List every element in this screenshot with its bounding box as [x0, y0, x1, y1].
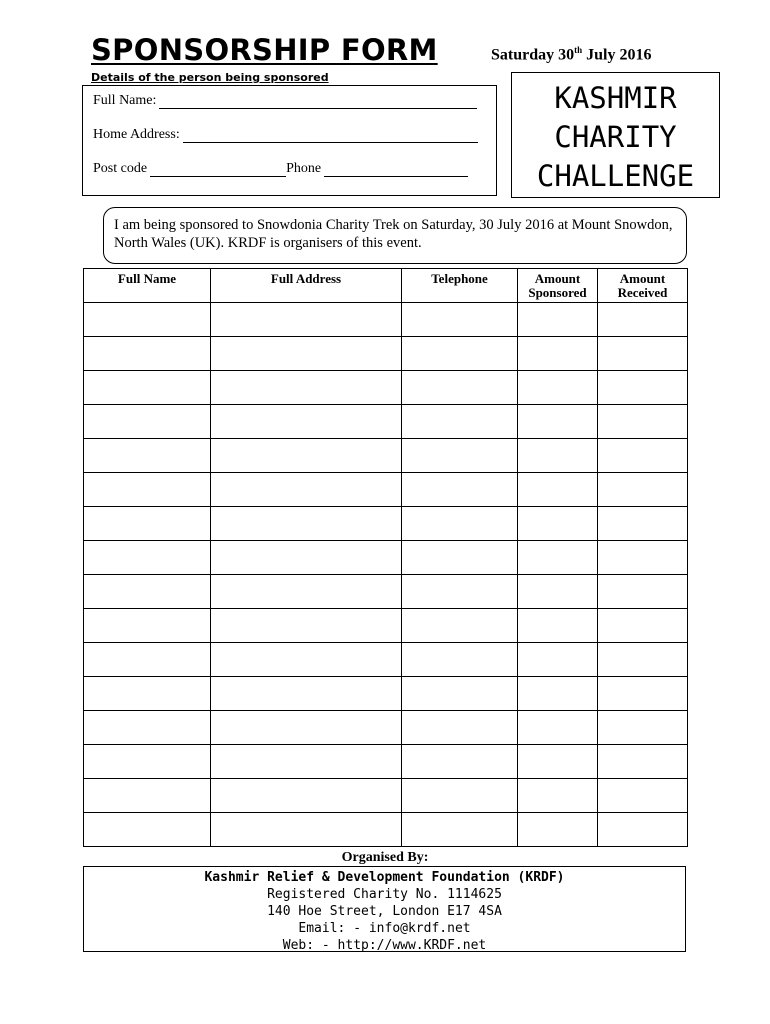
header-full-address: Full Address — [211, 269, 402, 303]
postcode-label: Post code — [93, 161, 148, 176]
sponsor-address-cell[interactable] — [211, 473, 402, 507]
sponsor-amount-received-cell[interactable] — [598, 439, 688, 473]
full-name-line[interactable] — [159, 96, 477, 109]
sponsor-address-cell[interactable] — [211, 303, 402, 337]
sponsor-amount-received-cell[interactable] — [598, 371, 688, 405]
table-row — [84, 575, 688, 609]
sponsor-name-cell[interactable] — [84, 371, 211, 405]
table-row — [84, 643, 688, 677]
sponsor-amount-sponsored-cell[interactable] — [518, 371, 598, 405]
sponsor-telephone-cell[interactable] — [402, 405, 518, 439]
sponsor-name-cell[interactable] — [84, 473, 211, 507]
organiser-details — [83, 866, 686, 952]
sponsored-person-heading: Details of the person being sponsored — [91, 71, 329, 84]
header-full-name: Full Name — [84, 269, 211, 303]
sponsorship-notice: I am being sponsored to Snowdonia Charity Trek on Saturday, 30 July 2016 at Mount Snowdon, North Wales (UK). KRDF is organisers of this event. — [103, 207, 687, 264]
sponsor-amount-received-cell[interactable] — [598, 303, 688, 337]
sponsor-name-cell[interactable] — [84, 337, 211, 371]
event-title-box — [511, 72, 720, 198]
postcode-phone-field[interactable] — [93, 161, 468, 177]
sponsor-address-cell[interactable] — [211, 643, 402, 677]
sponsor-amount-sponsored-cell[interactable] — [518, 473, 598, 507]
sponsor-name-cell[interactable] — [84, 575, 211, 609]
event-date-ordinal: th — [574, 45, 583, 55]
sponsor-address-cell[interactable] — [211, 745, 402, 779]
event-title-line-3: CHALLENGE — [536, 159, 695, 193]
sponsor-name-cell[interactable] — [84, 745, 211, 779]
sponsor-amount-sponsored-cell[interactable] — [518, 575, 598, 609]
sponsor-amount-sponsored-cell[interactable] — [518, 813, 598, 847]
table-row — [84, 371, 688, 405]
sponsor-telephone-cell[interactable] — [402, 609, 518, 643]
table-row — [84, 745, 688, 779]
sponsor-amount-sponsored-cell[interactable] — [518, 745, 598, 779]
sponsor-amount-received-cell[interactable] — [598, 609, 688, 643]
postcode-line[interactable] — [150, 164, 286, 177]
table-row — [84, 405, 688, 439]
sponsor-address-cell[interactable] — [211, 541, 402, 575]
home-address-field[interactable] — [93, 127, 478, 143]
sponsor-amount-received-cell[interactable] — [598, 541, 688, 575]
sponsor-name-cell[interactable] — [84, 541, 211, 575]
sponsor-amount-sponsored-cell[interactable] — [518, 507, 598, 541]
sponsors-table — [83, 268, 688, 847]
event-date-day: Saturday 30 — [491, 46, 575, 64]
event-date — [491, 45, 651, 64]
event-date-month-year: July 2016 — [582, 46, 652, 64]
sponsor-amount-received-cell[interactable] — [598, 813, 688, 847]
event-title-line-1: KASHMIR — [554, 81, 677, 115]
sponsor-amount-received-cell[interactable] — [598, 643, 688, 677]
home-address-label: Home Address: — [93, 127, 180, 142]
full-name-field[interactable] — [93, 93, 477, 109]
sponsor-address-cell[interactable] — [211, 405, 402, 439]
sponsor-amount-sponsored-cell[interactable] — [518, 779, 598, 813]
sponsor-name-cell[interactable] — [84, 303, 211, 337]
sponsor-telephone-cell[interactable] — [402, 677, 518, 711]
sponsor-amount-received-cell[interactable] — [598, 575, 688, 609]
sponsor-telephone-cell[interactable] — [402, 745, 518, 779]
sponsor-address-cell[interactable] — [211, 575, 402, 609]
organised-by-label: Organised By: — [341, 850, 429, 865]
sponsor-amount-received-cell[interactable] — [598, 473, 688, 507]
sponsor-address-cell[interactable] — [211, 813, 402, 847]
sponsor-amount-sponsored-cell[interactable] — [518, 609, 598, 643]
table-row — [84, 609, 688, 643]
sponsor-amount-received-cell[interactable] — [598, 745, 688, 779]
table-row — [84, 473, 688, 507]
table-row — [84, 507, 688, 541]
sponsor-telephone-cell[interactable] — [402, 711, 518, 745]
sponsor-telephone-cell[interactable] — [402, 473, 518, 507]
organiser-website: Web: - http://www.KRDF.net — [282, 938, 487, 953]
sponsor-address-cell[interactable] — [211, 507, 402, 541]
sponsor-name-cell[interactable] — [84, 405, 211, 439]
sponsor-address-cell[interactable] — [211, 711, 402, 745]
sponsor-amount-received-cell[interactable] — [598, 405, 688, 439]
sponsor-name-cell[interactable] — [84, 779, 211, 813]
form-title: SPONSORSHIP FORM — [91, 33, 438, 67]
sponsor-telephone-cell[interactable] — [402, 439, 518, 473]
sponsor-amount-sponsored-cell[interactable] — [518, 643, 598, 677]
sponsor-address-cell[interactable] — [211, 371, 402, 405]
sponsor-telephone-cell[interactable] — [402, 507, 518, 541]
sponsor-telephone-cell[interactable] — [402, 779, 518, 813]
sponsor-amount-received-cell[interactable] — [598, 507, 688, 541]
sponsor-telephone-cell[interactable] — [402, 575, 518, 609]
sponsor-amount-received-cell[interactable] — [598, 337, 688, 371]
sponsors-table-body — [84, 303, 688, 847]
table-row — [84, 337, 688, 371]
sponsor-amount-sponsored-cell[interactable] — [518, 405, 598, 439]
header-amount-sponsored: Amount Sponsored — [518, 269, 598, 303]
sponsor-name-cell[interactable] — [84, 677, 211, 711]
full-name-label: Full Name: — [93, 93, 157, 108]
sponsor-amount-sponsored-cell[interactable] — [518, 303, 598, 337]
table-row — [84, 813, 688, 847]
organiser-charity-number: Registered Charity No. 1114625 — [267, 887, 502, 902]
organiser-address: 140 Hoe Street, London E17 4SA — [267, 904, 502, 919]
sponsor-address-cell[interactable] — [211, 779, 402, 813]
sponsor-amount-sponsored-cell[interactable] — [518, 337, 598, 371]
event-title-line-2: CHARITY — [554, 120, 677, 154]
sponsor-name-cell[interactable] — [84, 439, 211, 473]
sponsor-amount-sponsored-cell[interactable] — [518, 711, 598, 745]
sponsor-address-cell[interactable] — [211, 439, 402, 473]
organiser-name: Kashmir Relief & Development Foundation (KRDF) — [204, 870, 565, 885]
table-row — [84, 677, 688, 711]
sponsor-amount-received-cell[interactable] — [598, 677, 688, 711]
table-row — [84, 541, 688, 575]
header-amount-received: Amount Received — [598, 269, 688, 303]
header-telephone: Telephone — [402, 269, 518, 303]
sponsor-telephone-cell[interactable] — [402, 303, 518, 337]
table-row — [84, 779, 688, 813]
sponsor-address-cell[interactable] — [211, 609, 402, 643]
phone-line[interactable] — [324, 164, 468, 177]
sponsor-address-cell[interactable] — [211, 337, 402, 371]
sponsor-amount-sponsored-cell[interactable] — [518, 677, 598, 711]
table-row — [84, 711, 688, 745]
sponsor-name-cell[interactable] — [84, 609, 211, 643]
sponsor-amount-sponsored-cell[interactable] — [518, 541, 598, 575]
sponsor-amount-received-cell[interactable] — [598, 711, 688, 745]
organiser-email: Email: - info@krdf.net — [298, 921, 471, 936]
sponsor-name-cell[interactable] — [84, 643, 211, 677]
sponsor-telephone-cell[interactable] — [402, 337, 518, 371]
phone-label: Phone — [286, 161, 322, 176]
sponsor-telephone-cell[interactable] — [402, 643, 518, 677]
sponsor-name-cell[interactable] — [84, 507, 211, 541]
sponsor-telephone-cell[interactable] — [402, 813, 518, 847]
sponsor-amount-received-cell[interactable] — [598, 779, 688, 813]
sponsor-name-cell[interactable] — [84, 711, 211, 745]
sponsored-person-details — [82, 85, 497, 196]
sponsors-table-header — [84, 269, 688, 303]
home-address-line[interactable] — [183, 130, 478, 143]
table-row — [84, 439, 688, 473]
sponsor-amount-sponsored-cell[interactable] — [518, 439, 598, 473]
sponsor-name-cell[interactable] — [84, 813, 211, 847]
sponsor-address-cell[interactable] — [211, 677, 402, 711]
sponsor-telephone-cell[interactable] — [402, 371, 518, 405]
table-row — [84, 303, 688, 337]
sponsor-telephone-cell[interactable] — [402, 541, 518, 575]
